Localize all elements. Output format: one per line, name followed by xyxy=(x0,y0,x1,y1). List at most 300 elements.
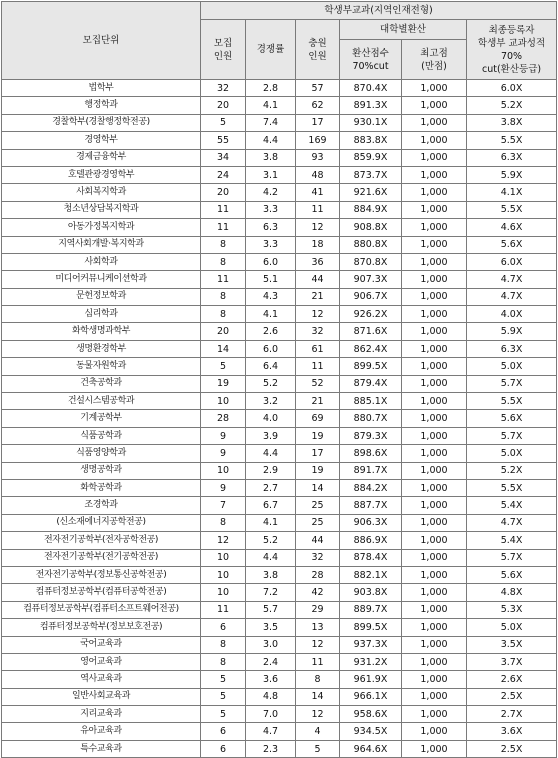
cell-filled: 44 xyxy=(296,271,340,288)
cell-unit: 동물자원학과 xyxy=(2,358,201,375)
cell-filled: 28 xyxy=(296,566,340,583)
cell-quota: 8 xyxy=(201,636,246,653)
cell-conv-score: 889.7X xyxy=(340,601,402,618)
cell-final-grade: 5.5X xyxy=(467,132,557,149)
cell-filled: 36 xyxy=(296,253,340,270)
table-row xyxy=(2,219,557,236)
cell-filled: 21 xyxy=(296,288,340,305)
table-row xyxy=(2,97,557,114)
cell-filled: 11 xyxy=(296,201,340,218)
cell-filled: 14 xyxy=(296,479,340,496)
cell-conv-score: 891.7X xyxy=(340,462,402,479)
table-header xyxy=(2,2,557,80)
cell-filled: 48 xyxy=(296,166,340,183)
cell-final-grade: 5.5X xyxy=(467,479,557,496)
cell-final-grade: 5.2X xyxy=(467,97,557,114)
cell-max-score: 1,000 xyxy=(402,184,467,201)
cell-conv-score: 873.7X xyxy=(340,166,402,183)
cell-max-score: 1,000 xyxy=(402,340,467,357)
cell-conv-score: 870.4X xyxy=(340,80,402,97)
cell-ratio: 7.2 xyxy=(246,584,296,601)
cell-final-grade: 3.8X xyxy=(467,114,557,131)
cell-quota: 20 xyxy=(201,323,246,340)
cell-unit: 미디어커뮤니케이션학과 xyxy=(2,271,201,288)
cell-ratio: 3.3 xyxy=(246,236,296,253)
cell-conv-score: 907.3X xyxy=(340,271,402,288)
cell-unit: 일반사회교육과 xyxy=(2,688,201,705)
cell-conv-score: 887.7X xyxy=(340,497,402,514)
cell-filled: 12 xyxy=(296,636,340,653)
cell-final-grade: 2.7X xyxy=(467,706,557,723)
table-row xyxy=(2,532,557,549)
cell-conv-score: 882.1X xyxy=(340,566,402,583)
cell-conv-score: 871.6X xyxy=(340,323,402,340)
cell-ratio: 6.7 xyxy=(246,497,296,514)
cell-quota: 7 xyxy=(201,497,246,514)
cell-ratio: 4.4 xyxy=(246,132,296,149)
cell-ratio: 5.2 xyxy=(246,375,296,392)
cell-max-score: 1,000 xyxy=(402,514,467,531)
cell-unit: 사회학과 xyxy=(2,253,201,270)
cell-quota: 8 xyxy=(201,514,246,531)
cell-unit: 전자전기공학부(전자공학전공) xyxy=(2,532,201,549)
cell-final-grade: 5.0X xyxy=(467,358,557,375)
admissions-results-table xyxy=(1,1,557,758)
header-filled: 충원 인원 xyxy=(296,20,340,80)
cell-max-score: 1,000 xyxy=(402,393,467,410)
cell-quota: 5 xyxy=(201,688,246,705)
cell-max-score: 1,000 xyxy=(402,288,467,305)
cell-unit: 호텔관광경영학부 xyxy=(2,166,201,183)
cell-max-score: 1,000 xyxy=(402,132,467,149)
cell-filled: 62 xyxy=(296,97,340,114)
cell-unit: 화학생명과학부 xyxy=(2,323,201,340)
cell-unit: 경찰학부(경찰행정학전공) xyxy=(2,114,201,131)
cell-unit: 유아교육과 xyxy=(2,723,201,740)
cell-conv-score: 931.2X xyxy=(340,653,402,670)
cell-conv-score: 885.1X xyxy=(340,393,402,410)
cell-max-score: 1,000 xyxy=(402,219,467,236)
cell-unit: 특수교육과 xyxy=(2,740,201,757)
table-row xyxy=(2,688,557,705)
cell-filled: 12 xyxy=(296,306,340,323)
table-row xyxy=(2,636,557,653)
cell-max-score: 1,000 xyxy=(402,671,467,688)
cell-quota: 19 xyxy=(201,375,246,392)
cell-max-score: 1,000 xyxy=(402,532,467,549)
cell-final-grade: 4.7X xyxy=(467,271,557,288)
cell-final-grade: 3.7X xyxy=(467,653,557,670)
cell-ratio: 4.0 xyxy=(246,410,296,427)
table-row xyxy=(2,184,557,201)
table-row xyxy=(2,114,557,131)
cell-filled: 5 xyxy=(296,740,340,757)
cell-unit: 전자전기공학부(전기공학전공) xyxy=(2,549,201,566)
cell-filled: 25 xyxy=(296,497,340,514)
admissions-results-table-container xyxy=(1,1,557,758)
cell-filled: 17 xyxy=(296,114,340,131)
header-quota: 모집 인원 xyxy=(201,20,246,80)
cell-conv-score: 883.8X xyxy=(340,132,402,149)
cell-conv-score: 898.6X xyxy=(340,445,402,462)
cell-max-score: 1,000 xyxy=(402,375,467,392)
cell-final-grade: 4.6X xyxy=(467,219,557,236)
cell-quota: 20 xyxy=(201,97,246,114)
header-univ-conversion: 대학별환산 xyxy=(340,20,467,40)
cell-conv-score: 891.3X xyxy=(340,97,402,114)
cell-quota: 5 xyxy=(201,706,246,723)
cell-quota: 11 xyxy=(201,219,246,236)
cell-filled: 25 xyxy=(296,514,340,531)
header-max-score: 최고점 (만점) xyxy=(402,40,467,80)
cell-quota: 10 xyxy=(201,584,246,601)
cell-conv-score: 906.3X xyxy=(340,514,402,531)
cell-conv-score: 878.4X xyxy=(340,549,402,566)
cell-ratio: 2.7 xyxy=(246,479,296,496)
cell-filled: 52 xyxy=(296,375,340,392)
cell-ratio: 3.8 xyxy=(246,566,296,583)
cell-filled: 12 xyxy=(296,706,340,723)
cell-unit: 지리교육과 xyxy=(2,706,201,723)
cell-filled: 32 xyxy=(296,549,340,566)
table-row xyxy=(2,619,557,636)
cell-unit: 전자전기공학부(정보통신공학전공) xyxy=(2,566,201,583)
cell-max-score: 1,000 xyxy=(402,323,467,340)
table-row xyxy=(2,358,557,375)
table-row xyxy=(2,514,557,531)
cell-final-grade: 5.7X xyxy=(467,549,557,566)
cell-conv-score: 908.8X xyxy=(340,219,402,236)
cell-filled: 13 xyxy=(296,619,340,636)
cell-unit: 식품공학과 xyxy=(2,427,201,444)
cell-ratio: 2.8 xyxy=(246,80,296,97)
cell-conv-score: 862.4X xyxy=(340,340,402,357)
cell-ratio: 3.1 xyxy=(246,166,296,183)
cell-quota: 5 xyxy=(201,358,246,375)
cell-unit: 컴퓨터정보공학부(컴퓨터공학전공) xyxy=(2,584,201,601)
cell-unit: 영어교육과 xyxy=(2,653,201,670)
cell-conv-score: 880.7X xyxy=(340,410,402,427)
table-row xyxy=(2,706,557,723)
cell-filled: 41 xyxy=(296,184,340,201)
table-row xyxy=(2,201,557,218)
cell-max-score: 1,000 xyxy=(402,306,467,323)
cell-max-score: 1,000 xyxy=(402,445,467,462)
cell-ratio: 7.0 xyxy=(246,706,296,723)
cell-conv-score: 958.6X xyxy=(340,706,402,723)
cell-ratio: 4.2 xyxy=(246,184,296,201)
cell-unit: 국어교육과 xyxy=(2,636,201,653)
cell-filled: 19 xyxy=(296,462,340,479)
cell-final-grade: 2.5X xyxy=(467,688,557,705)
table-row xyxy=(2,306,557,323)
cell-ratio: 3.2 xyxy=(246,393,296,410)
cell-ratio: 3.5 xyxy=(246,619,296,636)
cell-final-grade: 6.0X xyxy=(467,253,557,270)
header-group-title: 학생부교과(지역인재전형) xyxy=(201,2,557,20)
cell-max-score: 1,000 xyxy=(402,566,467,583)
table-row xyxy=(2,236,557,253)
cell-quota: 55 xyxy=(201,132,246,149)
table-row xyxy=(2,393,557,410)
cell-unit: 역사교육과 xyxy=(2,671,201,688)
cell-quota: 8 xyxy=(201,306,246,323)
table-row xyxy=(2,375,557,392)
cell-unit: 컴퓨터정보공학부(컴퓨터소프트웨어전공) xyxy=(2,601,201,618)
cell-final-grade: 5.0X xyxy=(467,445,557,462)
cell-max-score: 1,000 xyxy=(402,201,467,218)
cell-final-grade: 3.5X xyxy=(467,636,557,653)
cell-unit: 컴퓨터정보공학부(정보보호전공) xyxy=(2,619,201,636)
cell-filled: 57 xyxy=(296,80,340,97)
cell-ratio: 3.9 xyxy=(246,427,296,444)
cell-conv-score: 899.5X xyxy=(340,619,402,636)
cell-filled: 11 xyxy=(296,358,340,375)
cell-max-score: 1,000 xyxy=(402,653,467,670)
cell-conv-score: 903.8X xyxy=(340,584,402,601)
cell-conv-score: 884.2X xyxy=(340,479,402,496)
cell-final-grade: 5.3X xyxy=(467,601,557,618)
cell-conv-score: 937.3X xyxy=(340,636,402,653)
cell-final-grade: 4.8X xyxy=(467,584,557,601)
cell-final-grade: 5.0X xyxy=(467,619,557,636)
table-row xyxy=(2,166,557,183)
cell-unit: 법학부 xyxy=(2,80,201,97)
cell-conv-score: 886.9X xyxy=(340,532,402,549)
cell-max-score: 1,000 xyxy=(402,253,467,270)
cell-filled: 93 xyxy=(296,149,340,166)
cell-max-score: 1,000 xyxy=(402,462,467,479)
table-row xyxy=(2,601,557,618)
table-row xyxy=(2,653,557,670)
cell-ratio: 6.4 xyxy=(246,358,296,375)
table-row xyxy=(2,479,557,496)
cell-ratio: 5.2 xyxy=(246,532,296,549)
cell-final-grade: 5.4X xyxy=(467,497,557,514)
cell-ratio: 5.7 xyxy=(246,601,296,618)
cell-unit: 행정학과 xyxy=(2,97,201,114)
cell-conv-score: 966.1X xyxy=(340,688,402,705)
cell-final-grade: 3.6X xyxy=(467,723,557,740)
cell-quota: 34 xyxy=(201,149,246,166)
cell-conv-score: 884.9X xyxy=(340,201,402,218)
cell-max-score: 1,000 xyxy=(402,688,467,705)
cell-final-grade: 5.4X xyxy=(467,532,557,549)
cell-quota: 8 xyxy=(201,653,246,670)
cell-max-score: 1,000 xyxy=(402,114,467,131)
cell-max-score: 1,000 xyxy=(402,584,467,601)
cell-conv-score: 934.5X xyxy=(340,723,402,740)
cell-quota: 9 xyxy=(201,479,246,496)
cell-unit: 경영학부 xyxy=(2,132,201,149)
cell-conv-score: 906.7X xyxy=(340,288,402,305)
cell-max-score: 1,000 xyxy=(402,427,467,444)
cell-final-grade: 2.5X xyxy=(467,740,557,757)
cell-unit: 심리학과 xyxy=(2,306,201,323)
cell-ratio: 4.8 xyxy=(246,688,296,705)
cell-final-grade: 5.5X xyxy=(467,393,557,410)
cell-max-score: 1,000 xyxy=(402,97,467,114)
header-final-grade: 최종등록자 학생부 교과성적 70% cut(환산등급) xyxy=(467,20,557,80)
cell-filled: 14 xyxy=(296,688,340,705)
cell-conv-score: 879.4X xyxy=(340,375,402,392)
cell-conv-score: 964.6X xyxy=(340,740,402,757)
table-row xyxy=(2,288,557,305)
cell-quota: 10 xyxy=(201,549,246,566)
cell-final-grade: 4.7X xyxy=(467,514,557,531)
cell-max-score: 1,000 xyxy=(402,166,467,183)
cell-filled: 44 xyxy=(296,532,340,549)
cell-quota: 9 xyxy=(201,427,246,444)
table-row xyxy=(2,566,557,583)
cell-conv-score: 921.6X xyxy=(340,184,402,201)
cell-quota: 9 xyxy=(201,445,246,462)
cell-unit: 화학공학과 xyxy=(2,479,201,496)
cell-filled: 18 xyxy=(296,236,340,253)
cell-unit: 생명환경학부 xyxy=(2,340,201,357)
cell-final-grade: 5.6X xyxy=(467,566,557,583)
cell-unit: 사회복지학과 xyxy=(2,184,201,201)
table-row xyxy=(2,462,557,479)
cell-filled: 61 xyxy=(296,340,340,357)
cell-unit: 조경학과 xyxy=(2,497,201,514)
cell-unit: 청소년상담복지학과 xyxy=(2,201,201,218)
cell-quota: 11 xyxy=(201,601,246,618)
cell-max-score: 1,000 xyxy=(402,723,467,740)
cell-quota: 10 xyxy=(201,393,246,410)
cell-max-score: 1,000 xyxy=(402,619,467,636)
cell-filled: 21 xyxy=(296,393,340,410)
cell-final-grade: 4.1X xyxy=(467,184,557,201)
cell-quota: 28 xyxy=(201,410,246,427)
cell-ratio: 3.0 xyxy=(246,636,296,653)
cell-ratio: 4.4 xyxy=(246,549,296,566)
cell-quota: 6 xyxy=(201,619,246,636)
cell-unit: 생명공학과 xyxy=(2,462,201,479)
cell-ratio: 6.0 xyxy=(246,340,296,357)
cell-ratio: 4.4 xyxy=(246,445,296,462)
cell-final-grade: 4.0X xyxy=(467,306,557,323)
cell-final-grade: 6.3X xyxy=(467,149,557,166)
cell-conv-score: 859.9X xyxy=(340,149,402,166)
cell-max-score: 1,000 xyxy=(402,740,467,757)
table-row xyxy=(2,723,557,740)
cell-quota: 8 xyxy=(201,253,246,270)
table-body xyxy=(2,80,557,758)
cell-filled: 11 xyxy=(296,653,340,670)
cell-quota: 12 xyxy=(201,532,246,549)
table-row xyxy=(2,253,557,270)
cell-max-score: 1,000 xyxy=(402,601,467,618)
cell-max-score: 1,000 xyxy=(402,236,467,253)
cell-final-grade: 2.6X xyxy=(467,671,557,688)
table-row xyxy=(2,497,557,514)
cell-final-grade: 4.7X xyxy=(467,288,557,305)
cell-max-score: 1,000 xyxy=(402,706,467,723)
cell-conv-score: 930.1X xyxy=(340,114,402,131)
cell-filled: 8 xyxy=(296,671,340,688)
cell-max-score: 1,000 xyxy=(402,636,467,653)
cell-conv-score: 926.2X xyxy=(340,306,402,323)
table-row xyxy=(2,80,557,97)
cell-max-score: 1,000 xyxy=(402,410,467,427)
table-row xyxy=(2,740,557,757)
cell-final-grade: 6.0X xyxy=(467,80,557,97)
cell-quota: 10 xyxy=(201,566,246,583)
cell-max-score: 1,000 xyxy=(402,497,467,514)
cell-max-score: 1,000 xyxy=(402,271,467,288)
cell-ratio: 2.3 xyxy=(246,740,296,757)
table-row xyxy=(2,132,557,149)
cell-filled: 17 xyxy=(296,445,340,462)
cell-quota: 11 xyxy=(201,271,246,288)
cell-final-grade: 5.9X xyxy=(467,323,557,340)
cell-conv-score: 961.9X xyxy=(340,671,402,688)
cell-ratio: 2.4 xyxy=(246,653,296,670)
cell-quota: 6 xyxy=(201,740,246,757)
table-row xyxy=(2,549,557,566)
cell-filled: 32 xyxy=(296,323,340,340)
cell-ratio: 3.3 xyxy=(246,201,296,218)
cell-unit: 아동가정복지학과 xyxy=(2,219,201,236)
table-row xyxy=(2,323,557,340)
cell-max-score: 1,000 xyxy=(402,479,467,496)
cell-quota: 5 xyxy=(201,114,246,131)
cell-final-grade: 5.9X xyxy=(467,166,557,183)
cell-ratio: 4.1 xyxy=(246,514,296,531)
cell-quota: 6 xyxy=(201,723,246,740)
cell-filled: 69 xyxy=(296,410,340,427)
cell-filled: 19 xyxy=(296,427,340,444)
table-row xyxy=(2,427,557,444)
cell-quota: 10 xyxy=(201,462,246,479)
cell-ratio: 4.1 xyxy=(246,97,296,114)
cell-final-grade: 5.7X xyxy=(467,427,557,444)
cell-quota: 14 xyxy=(201,340,246,357)
cell-max-score: 1,000 xyxy=(402,80,467,97)
cell-quota: 20 xyxy=(201,184,246,201)
cell-quota: 8 xyxy=(201,236,246,253)
header-conv-score: 환산점수 70%cut xyxy=(340,40,402,80)
cell-ratio: 5.1 xyxy=(246,271,296,288)
cell-ratio: 4.7 xyxy=(246,723,296,740)
cell-filled: 42 xyxy=(296,584,340,601)
cell-filled: 29 xyxy=(296,601,340,618)
table-row xyxy=(2,340,557,357)
cell-unit: 지역사회개발·복지학과 xyxy=(2,236,201,253)
cell-ratio: 6.0 xyxy=(246,253,296,270)
cell-quota: 11 xyxy=(201,201,246,218)
cell-conv-score: 870.8X xyxy=(340,253,402,270)
table-row xyxy=(2,149,557,166)
cell-filled: 169 xyxy=(296,132,340,149)
cell-filled: 4 xyxy=(296,723,340,740)
cell-conv-score: 880.8X xyxy=(340,236,402,253)
table-row xyxy=(2,445,557,462)
cell-unit: 문헌정보학과 xyxy=(2,288,201,305)
cell-max-score: 1,000 xyxy=(402,549,467,566)
cell-ratio: 7.4 xyxy=(246,114,296,131)
header-ratio: 경쟁률 xyxy=(246,20,296,80)
cell-max-score: 1,000 xyxy=(402,358,467,375)
cell-unit: 경제금융학부 xyxy=(2,149,201,166)
table-row xyxy=(2,410,557,427)
cell-quota: 5 xyxy=(201,671,246,688)
cell-max-score: 1,000 xyxy=(402,149,467,166)
cell-final-grade: 5.6X xyxy=(467,410,557,427)
cell-unit: 식품영양학과 xyxy=(2,445,201,462)
cell-quota: 8 xyxy=(201,288,246,305)
